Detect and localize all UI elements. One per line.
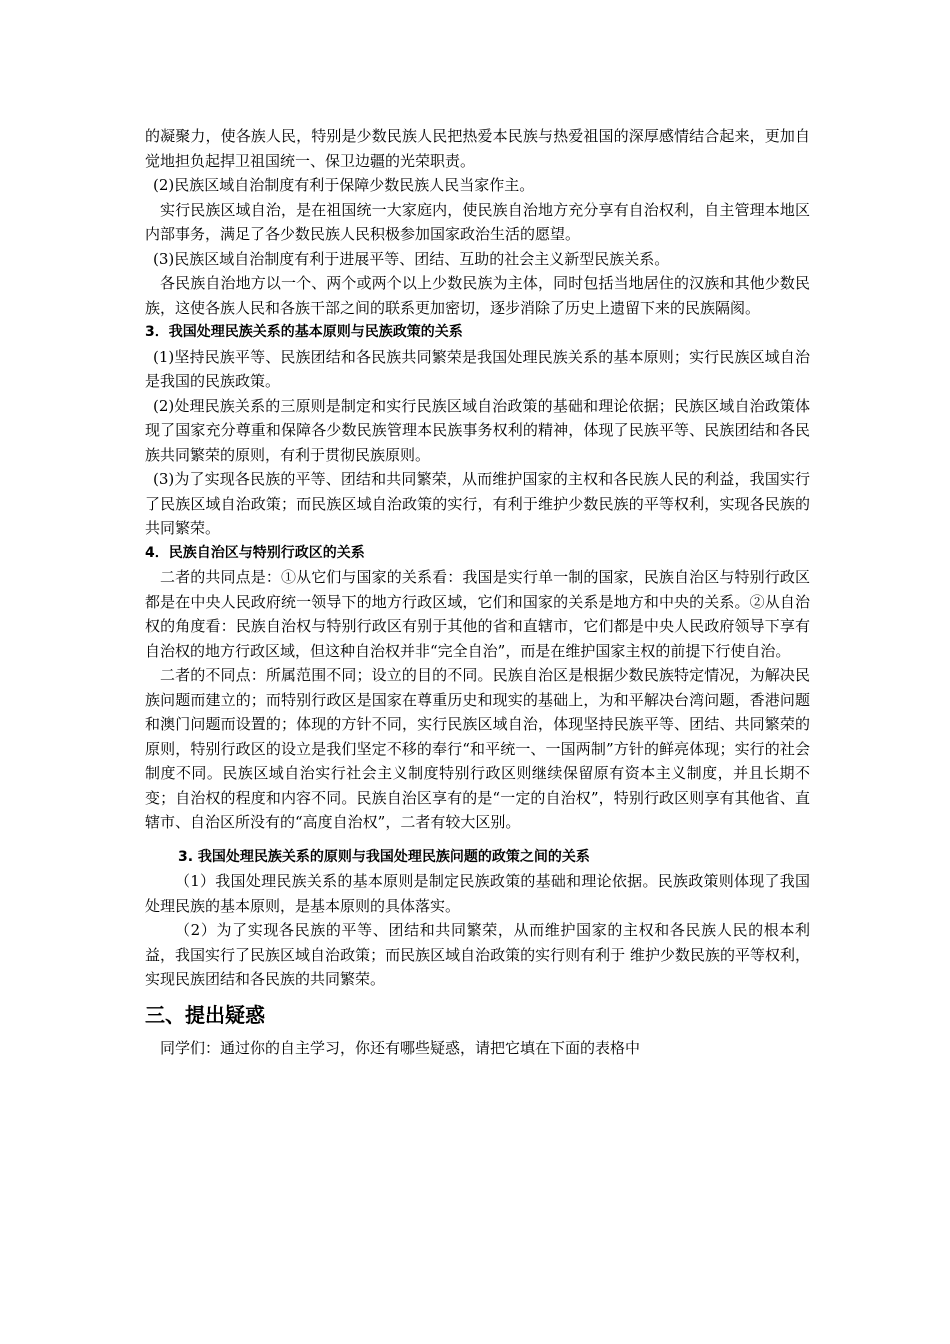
paragraph-principle-3: (3)为了实现各民族的平等、团结和共同繁荣，从而维护国家的主权和各民族人民的利益，我国实行了民族区域自治政策；而民族区域自治政策的实行，有利于维护少数民族的平等权利，实现各民族的共同繁荣。 bbox=[145, 470, 810, 537]
paragraph-instructions: 同学们：通过你的自主学习，你还有哪些疑惑，请把它填在下面的表格中 bbox=[160, 1038, 641, 1057]
paragraph-similarities: 二者的共同点是：①从它们与国家的关系看：我国是实行单一制的国家，民族自治区与特别行政区都是在中央人民政府统一领导下的地方行政区域，它们和国家的关系是地方和中央的关系。②从自治权的角度看：民族自治权与特别行政区有别于其他的省和直辖市，它们都是中央人民政府领导下享有自治权的地方行政区域，但这种自治权并非“完全自治”，而是在维护国家主权的前提下行使自治。 bbox=[145, 568, 810, 660]
paragraph-cohesion: 的凝聚力，使各族人民，特别是少数民族人民把热爱本民族与热爱祖国的深厚感情结合起来，更加自觉地担负起捍卫祖国统一、保卫边疆的光荣职责。 bbox=[145, 127, 810, 170]
paragraph-ethnic-groups: 各民族自治地方以一个、两个或两个以上少数民族为主体，同时包括当地居住的汉族和其他少数民族，这使各族人民和各族干部之间的联系更加密切，逐步消除了历史上遗留下来的民族隔阂。 bbox=[145, 274, 810, 317]
paragraph-point-3: (3)民族区域自治制度有利于进展平等、团结、互助的社会主义新型民族关系。 bbox=[153, 249, 670, 268]
heading-3b: 3. 我国处理民族关系的原则与我国处理民族问题的政策之间的关系 bbox=[178, 848, 590, 865]
document-page bbox=[145, 124, 810, 1060]
paragraph-autonomy: 实行民族区域自治，是在祖国统一大家庭内，使民族自治地方充分享有自治权利，自主管理本地区内部事务，满足了各少数民族人民积极参加国家政治生活的愿望。 bbox=[145, 200, 810, 243]
heading-3: 3．我国处理民族关系的基本原则与民族政策的关系 bbox=[145, 324, 463, 340]
heading-4: 4．民族自治区与特别行政区的关系 bbox=[145, 544, 365, 561]
paragraph-principle-1: (1)坚持民族平等、民族团结和各民族共同繁荣是我国处理民族关系的基本原则；实行民族区域自治是我国的民族政策。 bbox=[145, 347, 810, 390]
paragraph-relation-2: （2）为了实现各民族的平等、团结和共同繁荣，从而维护国家的主权和各民族人民的根本利益，我国实行了民族区域自治政策；而民族区域自治政策的实行则有利于 维护少数民族的平等权利，实现民族团结和各民族的共同繁荣。 bbox=[145, 921, 810, 988]
paragraph-relation-1: （1）我国处理民族关系的基本原则是制定民族政策的基础和理论依据。民族政策则体现了我国处理民族的基本原则，是基本原则的具体落实。 bbox=[145, 872, 810, 915]
paragraph-differences: 二者的不同点：所属范围不同；设立的目的不同。民族自治区是根据少数民族特定情况，为解决民族问题而建立的；而特别行政区是国家在尊重历史和现实的基础上，为和平解决台湾问题，香港问题和澳门问题而设置的；体现的方针不同，实行民族区域自治，体现坚持民族平等、团结、共同繁荣的原则，特别行政区的设立是我们坚定不移的奉行“和平统一、一国两制”方针的鲜亮体现；实行的社会制度不同。民族区域自治实行社会主义制度特别行政区则继续保留原有资本主义制度，并且长期不变；自治权的程度和内容不同。民族自治区享有的是“一定的自治权”，特别行政区则享有其他省、直辖市、自治区所没有的“高度自治权”，二者有较大区别。 bbox=[145, 666, 810, 831]
paragraph-point-2: (2)民族区域自治制度有利于保障少数民族人民当家作主。 bbox=[153, 176, 535, 194]
paragraph-principle-2: (2)处理民族关系的三原则是制定和实行民族区域自治政策的基础和理论依据；民族区域自治政策体现了国家充分尊重和保障各少数民族管理本民族事务权利的精神，体现了民族平等、民族团结和各民族共同繁荣的原则，有利于贯彻民族原则。 bbox=[145, 396, 810, 464]
section-title-questions: 三、提出疑惑 bbox=[145, 1002, 265, 1027]
